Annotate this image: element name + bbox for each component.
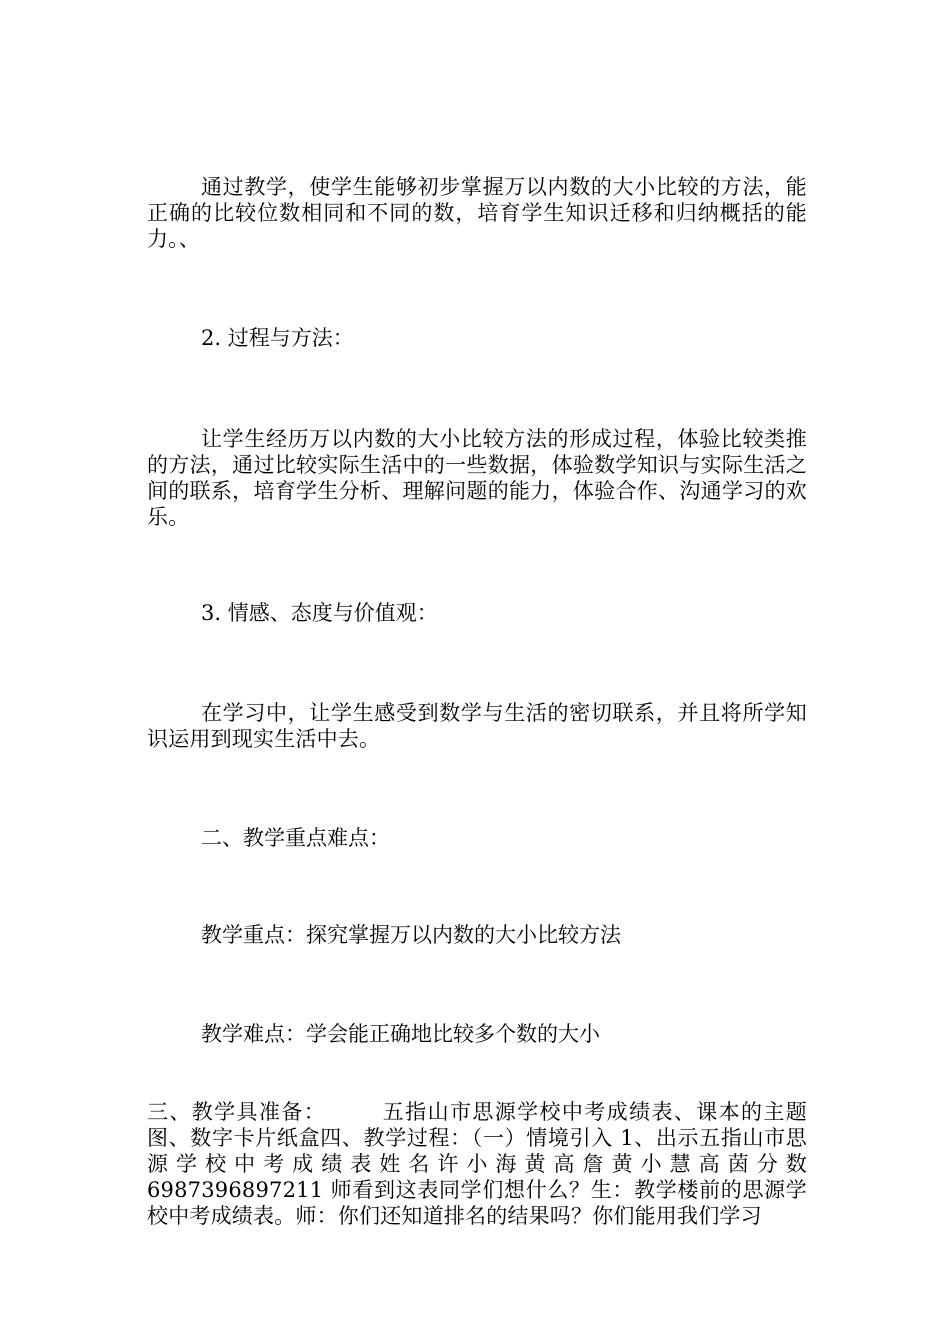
- key-difficult-heading: 二、教学重点难点：: [201, 826, 390, 850]
- difficult-point-text: 教学难点：学会能正确地比较多个数的大小: [201, 1022, 600, 1046]
- process-method-heading: 2. 过程与方法：: [201, 326, 354, 350]
- emotion-attitude-heading: 3. 情感、态度与价值观：: [201, 601, 438, 625]
- objective-paragraph: 通过教学，使学生能够初步掌握万以内数的大小比较的方法，能正确的比较位数相同和不同的数，培育学生知识迁移和归纳概括的能力。、: [147, 175, 807, 251]
- teaching-preparation-paragraph: 三、教学具准备： 五指山市思源学校中考成绩表、课本的主题图、数字卡片纸盒四、教学过程：（一）情境引入 1、出示五指山市思源学校中考成绩表姓名许小海黄高詹黄小慧高茵分数 6987396897211 师看到这表同学们想什么？生：教学楼前的思源学校中考成绩表。师：你们还知道排名的结果吗？你们能用我们学习: [147, 1100, 807, 1228]
- process-method-paragraph: 让学生经历万以内数的大小比较方法的形成过程，体验比较类推的方法，通过比较实际生活中的一些数据，体验数学知识与实际生活之间的联系，培育学生分析、理解问题的能力，体验合作、沟通学习的欢乐。: [147, 427, 807, 529]
- key-point-text: 教学重点：探究掌握万以内数的大小比较方法: [201, 923, 621, 947]
- emotion-attitude-paragraph: 在学习中，让学生感受到数学与生活的密切联系，并且将所学知识运用到现实生活中去。: [147, 701, 807, 751]
